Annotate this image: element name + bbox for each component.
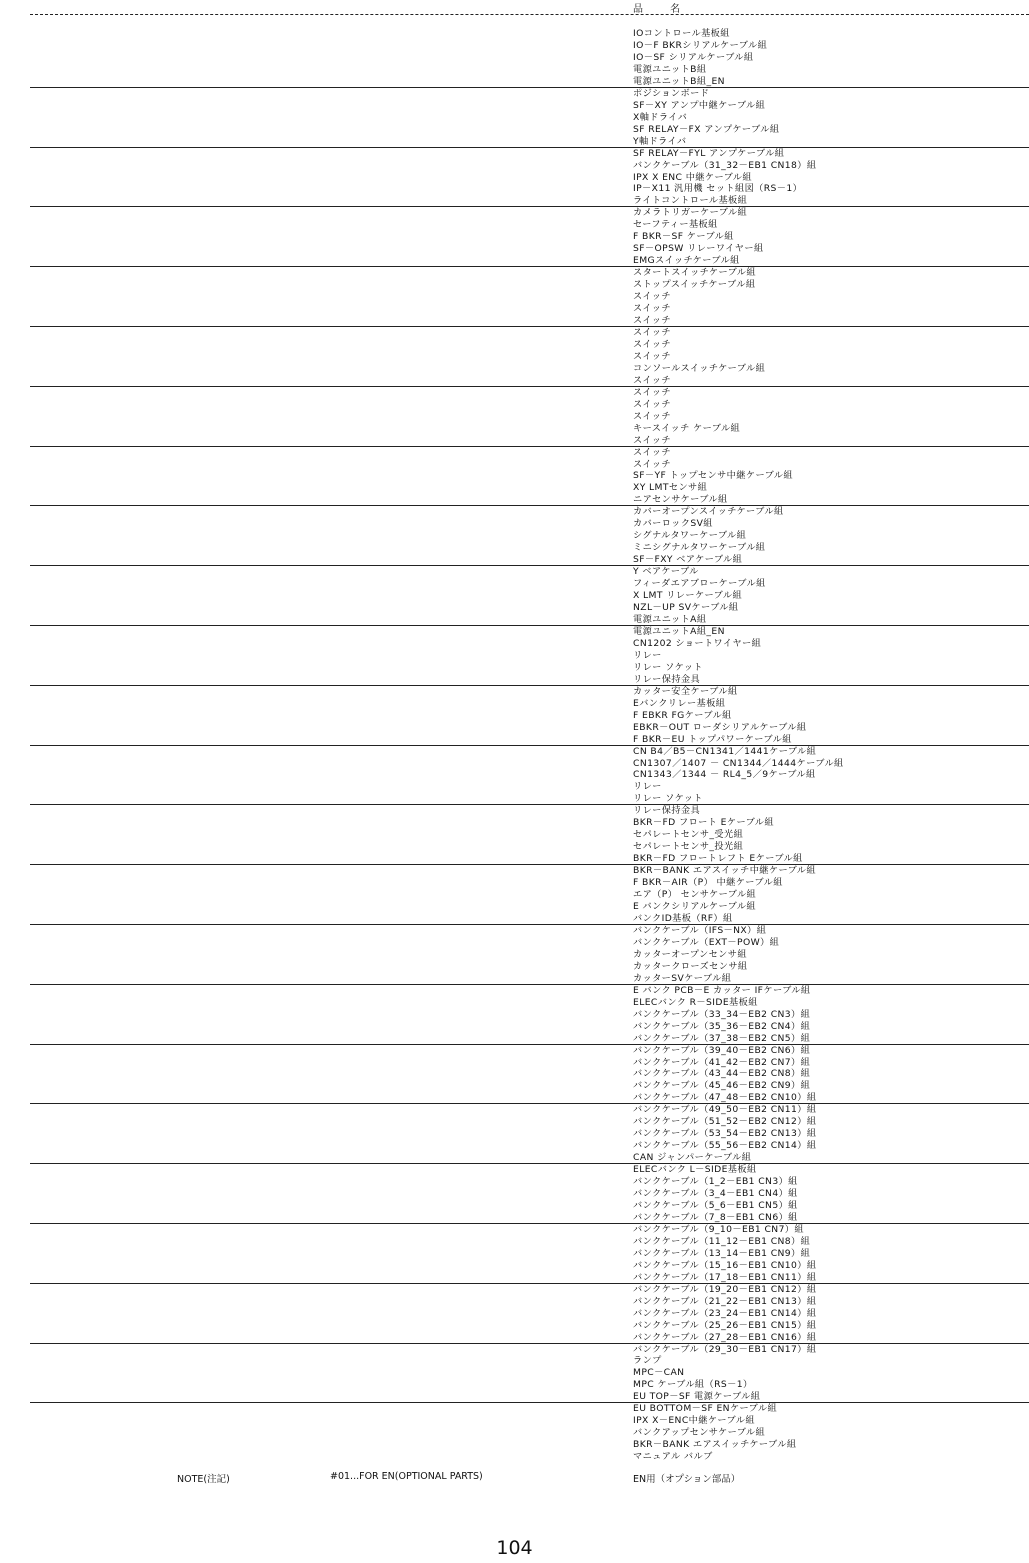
part-name: セパレートセンサ_受光組: [633, 829, 744, 841]
parts-group-items: [633, 1164, 798, 1224]
parts-group: [30, 28, 1029, 88]
part-name: IOコントロール基板組: [633, 28, 730, 39]
part-name: IPX X－ENC中継ケーブル組: [633, 1415, 755, 1427]
part-name: スイッチ: [633, 374, 671, 386]
part-name: IO－F BKRシリアルケーブル組: [633, 39, 768, 51]
parts-group-items: [633, 327, 765, 387]
parts-group: [30, 1344, 1029, 1404]
part-name: スイッチ: [633, 350, 671, 362]
part-name: BKR－FD フロートレフト Eケーブル組: [633, 853, 803, 865]
parts-group: [30, 327, 1029, 387]
part-name: バンクケーブル（23_24－EB1 CN14）組: [633, 1307, 817, 1319]
part-name: スイッチ: [633, 410, 671, 422]
parts-group-items: [633, 1284, 816, 1344]
part-name: ストップスイッチケーブル組: [633, 279, 756, 291]
part-name: シグナルタワーケーブル組: [633, 530, 747, 542]
parts-list: [0, 28, 1029, 1463]
part-name: バンクケーブル（13_14－EB1 CN9）組: [633, 1247, 811, 1259]
part-name: バンクケーブル（15_16－EB1 CN10）組: [633, 1259, 817, 1271]
part-name: 電源ユニットB組_EN: [633, 75, 725, 87]
parts-group-items: [633, 746, 844, 806]
part-name: F BKR－SF ケーブル組: [633, 231, 734, 243]
part-name: スイッチ: [633, 434, 671, 446]
part-name: スイッチ: [633, 315, 671, 326]
part-name: SF RELAY－FX アンプケーブル組: [633, 123, 780, 135]
part-name: ライトコントロール基板組: [633, 195, 748, 207]
part-name: バンクケーブル（3_4－EB1 CN4）組: [633, 1188, 798, 1200]
part-name: EU TOP－SF 電源ケーブル組: [633, 1391, 761, 1403]
part-name: BKR－BANK エアスイッチ中継ケーブル組: [633, 865, 816, 877]
part-name: F EBKR FGケーブル組: [633, 709, 732, 721]
part-name: バンクケーブル（49_50－EB2 CN11）組: [633, 1104, 817, 1116]
part-name: ミニシグナルタワーケーブル組: [633, 542, 766, 554]
part-name: バンクケーブル（17_18－EB1 CN11）組: [633, 1271, 817, 1283]
part-name: BKR－BANK エアスイッチケーブル組: [633, 1439, 797, 1451]
part-name: バンクケーブル（27_28－EB1 CN16）組: [633, 1331, 817, 1343]
parts-group-items: [633, 925, 779, 985]
part-name: F BKR－EU トップパワーケーブル組: [633, 733, 792, 745]
part-name: IPX X ENC 中継ケーブル組: [633, 171, 752, 183]
part-name: カッター安全ケーブル組: [633, 685, 738, 697]
part-name: スイッチ: [633, 398, 671, 410]
parts-group: [30, 1224, 1029, 1284]
part-name: リレー保持金具: [633, 673, 701, 685]
part-name: IP－X11 汎用機 セット組図（RS－1）: [633, 183, 803, 195]
part-name: SF－YF トップセンサ中継ケーブル組: [633, 470, 793, 482]
part-name: セパレートセンサ_投光組: [633, 841, 744, 853]
part-name: バンクケーブル（45_46－EB2 CN9）組: [633, 1080, 811, 1092]
part-name: 電源ユニットA組_EN: [633, 625, 725, 637]
part-name: バンクケーブル（33_34－EB2 CN3）組: [633, 1008, 811, 1020]
part-name: リレー: [633, 649, 662, 661]
part-name: バンクケーブル（5_6－EB1 CN5）組: [633, 1200, 798, 1211]
parts-group: [30, 506, 1029, 566]
part-name: マニュアル バルブ: [633, 1451, 713, 1463]
part-name: リレー: [633, 781, 662, 793]
part-name: バンクケーブル（55_56－EB2 CN14）組: [633, 1140, 817, 1152]
parts-group: [30, 1045, 1029, 1105]
part-name: E バンクシリアルケーブル組: [633, 901, 757, 913]
parts-group: [30, 207, 1029, 267]
part-name: XY LMTセンサ組: [633, 482, 708, 494]
part-name: CN1307／1407 － CN1344／1444ケーブル組: [633, 757, 844, 769]
part-name: EBKR－OUT ローダシリアルケーブル組: [633, 721, 807, 733]
parts-group-items: [633, 28, 767, 88]
parts-group-items: [633, 865, 816, 925]
part-name: エア（P） センサケーブル組: [633, 889, 757, 901]
part-name: スイッチ: [633, 458, 671, 470]
parts-group: [30, 746, 1029, 806]
part-name: MPC－CAN: [633, 1367, 685, 1379]
note-japanese: EN用（オプション部品）: [633, 1474, 741, 1485]
part-name: スイッチ: [633, 338, 671, 350]
part-name: バンクケーブル（47_48－EB2 CN10）組: [633, 1092, 817, 1104]
part-name: バンクID基板（RF）組: [633, 912, 733, 924]
part-name: スイッチ: [633, 303, 671, 315]
parts-group: [30, 267, 1029, 327]
part-name: バンクケーブル（7_8－EB1 CN6）組: [633, 1211, 798, 1223]
part-name: バンクケーブル（31_32－EB1 CN18）組: [633, 159, 817, 171]
part-name: ELECバンク L－SIDE基板組: [633, 1164, 757, 1176]
dashed-divider: [30, 14, 1029, 15]
parts-group: [30, 1403, 1029, 1463]
note-code: #01...FOR EN(OPTIONAL PARTS): [330, 1471, 483, 1482]
parts-group: [30, 805, 1029, 865]
part-name: CN1343／1344 － RL4_5／9ケーブル組: [633, 769, 816, 781]
part-name: リレー ソケット: [633, 661, 703, 673]
parts-group-items: [633, 1104, 816, 1164]
part-name: フィーダエアブローケーブル組: [633, 578, 766, 590]
part-name: ニアセンサケーブル組: [633, 494, 728, 506]
part-name: Y ベアケーブル: [633, 566, 699, 578]
parts-group: [30, 1104, 1029, 1164]
parts-group: [30, 1164, 1029, 1224]
part-name: SF－FXY ベアケーブル組: [633, 554, 743, 566]
part-name: Eバンクリレー基板組: [633, 697, 726, 709]
part-name: SF－XY アンプ中継ケーブル組: [633, 99, 766, 111]
parts-group-items: [633, 447, 793, 507]
part-name: ランプ: [633, 1355, 662, 1367]
parts-group: [30, 148, 1029, 208]
part-name: バンクケーブル（29_30－EB1 CN17）組: [633, 1343, 817, 1355]
part-name: E バンク PCB－E カッター IFケーブル組: [633, 984, 811, 996]
parts-group: [30, 626, 1029, 686]
part-name: バンクケーブル（53_54－EB2 CN13）組: [633, 1128, 817, 1140]
parts-group-items: [633, 88, 779, 148]
part-name: カッタークローズセンサ組: [633, 960, 748, 972]
part-name: EU BOTTOM－SF ENケーブル組: [633, 1403, 778, 1415]
part-name: ポジションボード: [633, 87, 710, 99]
parts-group: [30, 1284, 1029, 1344]
page-number: 104: [496, 1537, 533, 1559]
part-name: カメラトリガーケーブル組: [633, 207, 748, 219]
parts-group-items: [633, 566, 766, 626]
part-name: スイッチ: [633, 291, 671, 303]
part-name: カバーロックSV組: [633, 518, 713, 530]
part-name: スイッチ: [633, 326, 671, 338]
part-name: バンクケーブル（21_22－EB1 CN13）組: [633, 1295, 817, 1307]
part-name: リレー ソケット: [633, 793, 703, 805]
parts-group-items: [633, 1045, 816, 1105]
part-name: CN B4／B5－CN1341／1441ケーブル組: [633, 745, 817, 757]
part-name: CAN ジャンパーケーブル組: [633, 1152, 752, 1164]
part-name: リレー保持金具: [633, 805, 701, 817]
part-name: キースイッチ ケーブル組: [633, 422, 741, 434]
part-name: バンクケーブル（43_44－EB2 CN8）組: [633, 1068, 811, 1080]
part-name: スタートスイッチケーブル組: [633, 267, 756, 279]
part-name: バンクケーブル（37_38－EB2 CN5）組: [633, 1032, 811, 1044]
note-label: NOTE(注記): [177, 1474, 230, 1485]
part-name: カッターSVケーブル組: [633, 972, 732, 984]
parts-group-items: [633, 1224, 816, 1284]
parts-group: [30, 985, 1029, 1045]
part-name: バンクケーブル（IFS－NX）組: [633, 924, 767, 936]
part-name: バンクケーブル（11_12－EB1 CN8）組: [633, 1235, 811, 1247]
part-name: バンクケーブル（25_26－EB1 CN15）組: [633, 1319, 817, 1331]
part-name: バンクケーブル（41_42－EB2 CN7）組: [633, 1056, 811, 1068]
part-name: IO－SF シリアルケーブル組: [633, 51, 754, 63]
parts-group: [30, 686, 1029, 746]
part-name: コンソールスイッチケーブル組: [633, 362, 766, 374]
column-label-part-name: 品 名: [633, 4, 693, 15]
part-name: NZL－UP SVケーブル組: [633, 602, 739, 614]
part-name: カバーオープンスイッチケーブル組: [633, 506, 784, 518]
parts-group-items: [633, 1344, 816, 1404]
part-name: バンクケーブル（19_20－EB1 CN12）組: [633, 1283, 817, 1295]
parts-group-items: [633, 626, 761, 686]
parts-group-items: [633, 1403, 796, 1463]
part-name: 電源ユニットB組: [633, 63, 707, 75]
part-name: バンクケーブル（35_36－EB2 CN4）組: [633, 1020, 811, 1032]
part-name: ELECバンク R－SIDE基板組: [633, 996, 758, 1008]
parts-group-items: [633, 506, 784, 566]
parts-group: [30, 88, 1029, 148]
parts-group-items: [633, 805, 803, 865]
table-header: [0, 0, 1029, 22]
part-name: Y軸ドライバ: [633, 135, 687, 147]
part-name: X軸ドライバ: [633, 111, 688, 123]
part-name: スイッチ: [633, 386, 671, 398]
parts-group: [30, 387, 1029, 447]
part-name: SF－OPSW リレーワイヤー組: [633, 243, 764, 255]
part-name: EMGスイッチケーブル組: [633, 255, 740, 267]
parts-group: [30, 566, 1029, 626]
part-name: MPC ケーブル組（RS－1）: [633, 1379, 753, 1391]
parts-group: [30, 447, 1029, 507]
parts-group-items: [633, 985, 810, 1045]
part-name: スイッチ: [633, 446, 671, 458]
parts-group-items: [633, 267, 756, 327]
parts-group: [30, 925, 1029, 985]
parts-group: [30, 865, 1029, 925]
part-name: バンクケーブル（51_52－EB2 CN12）組: [633, 1116, 817, 1128]
parts-group-items: [633, 207, 764, 267]
part-name: X LMT リレーケーブル組: [633, 590, 743, 602]
part-name: SF RELAY－FYL アンプケーブル組: [633, 147, 785, 159]
part-name: バンクケーブル（EXT－POW）組: [633, 936, 780, 948]
parts-group-items: [633, 387, 740, 447]
part-name: BKR－FD フロート Eケーブル組: [633, 817, 774, 829]
part-name: CN1202 ショートワイヤー組: [633, 637, 762, 649]
part-name: バンクケーブル（1_2－EB1 CN3）組: [633, 1176, 798, 1188]
part-name: バンクケーブル（9_10－EB1 CN7）組: [633, 1223, 804, 1235]
parts-group-items: [633, 148, 816, 208]
part-name: カッターオープンセンサ組: [633, 948, 747, 960]
part-name: バンクアップセンサケーブル組: [633, 1427, 766, 1439]
parts-group-items: [633, 686, 806, 746]
part-name: F BKR－AIR（P） 中継ケーブル組: [633, 877, 783, 889]
part-name: セーフティー基板組: [633, 219, 718, 231]
part-name: 電源ユニットA組: [633, 613, 707, 625]
part-name: バンクケーブル（39_40－EB2 CN6）組: [633, 1044, 811, 1056]
